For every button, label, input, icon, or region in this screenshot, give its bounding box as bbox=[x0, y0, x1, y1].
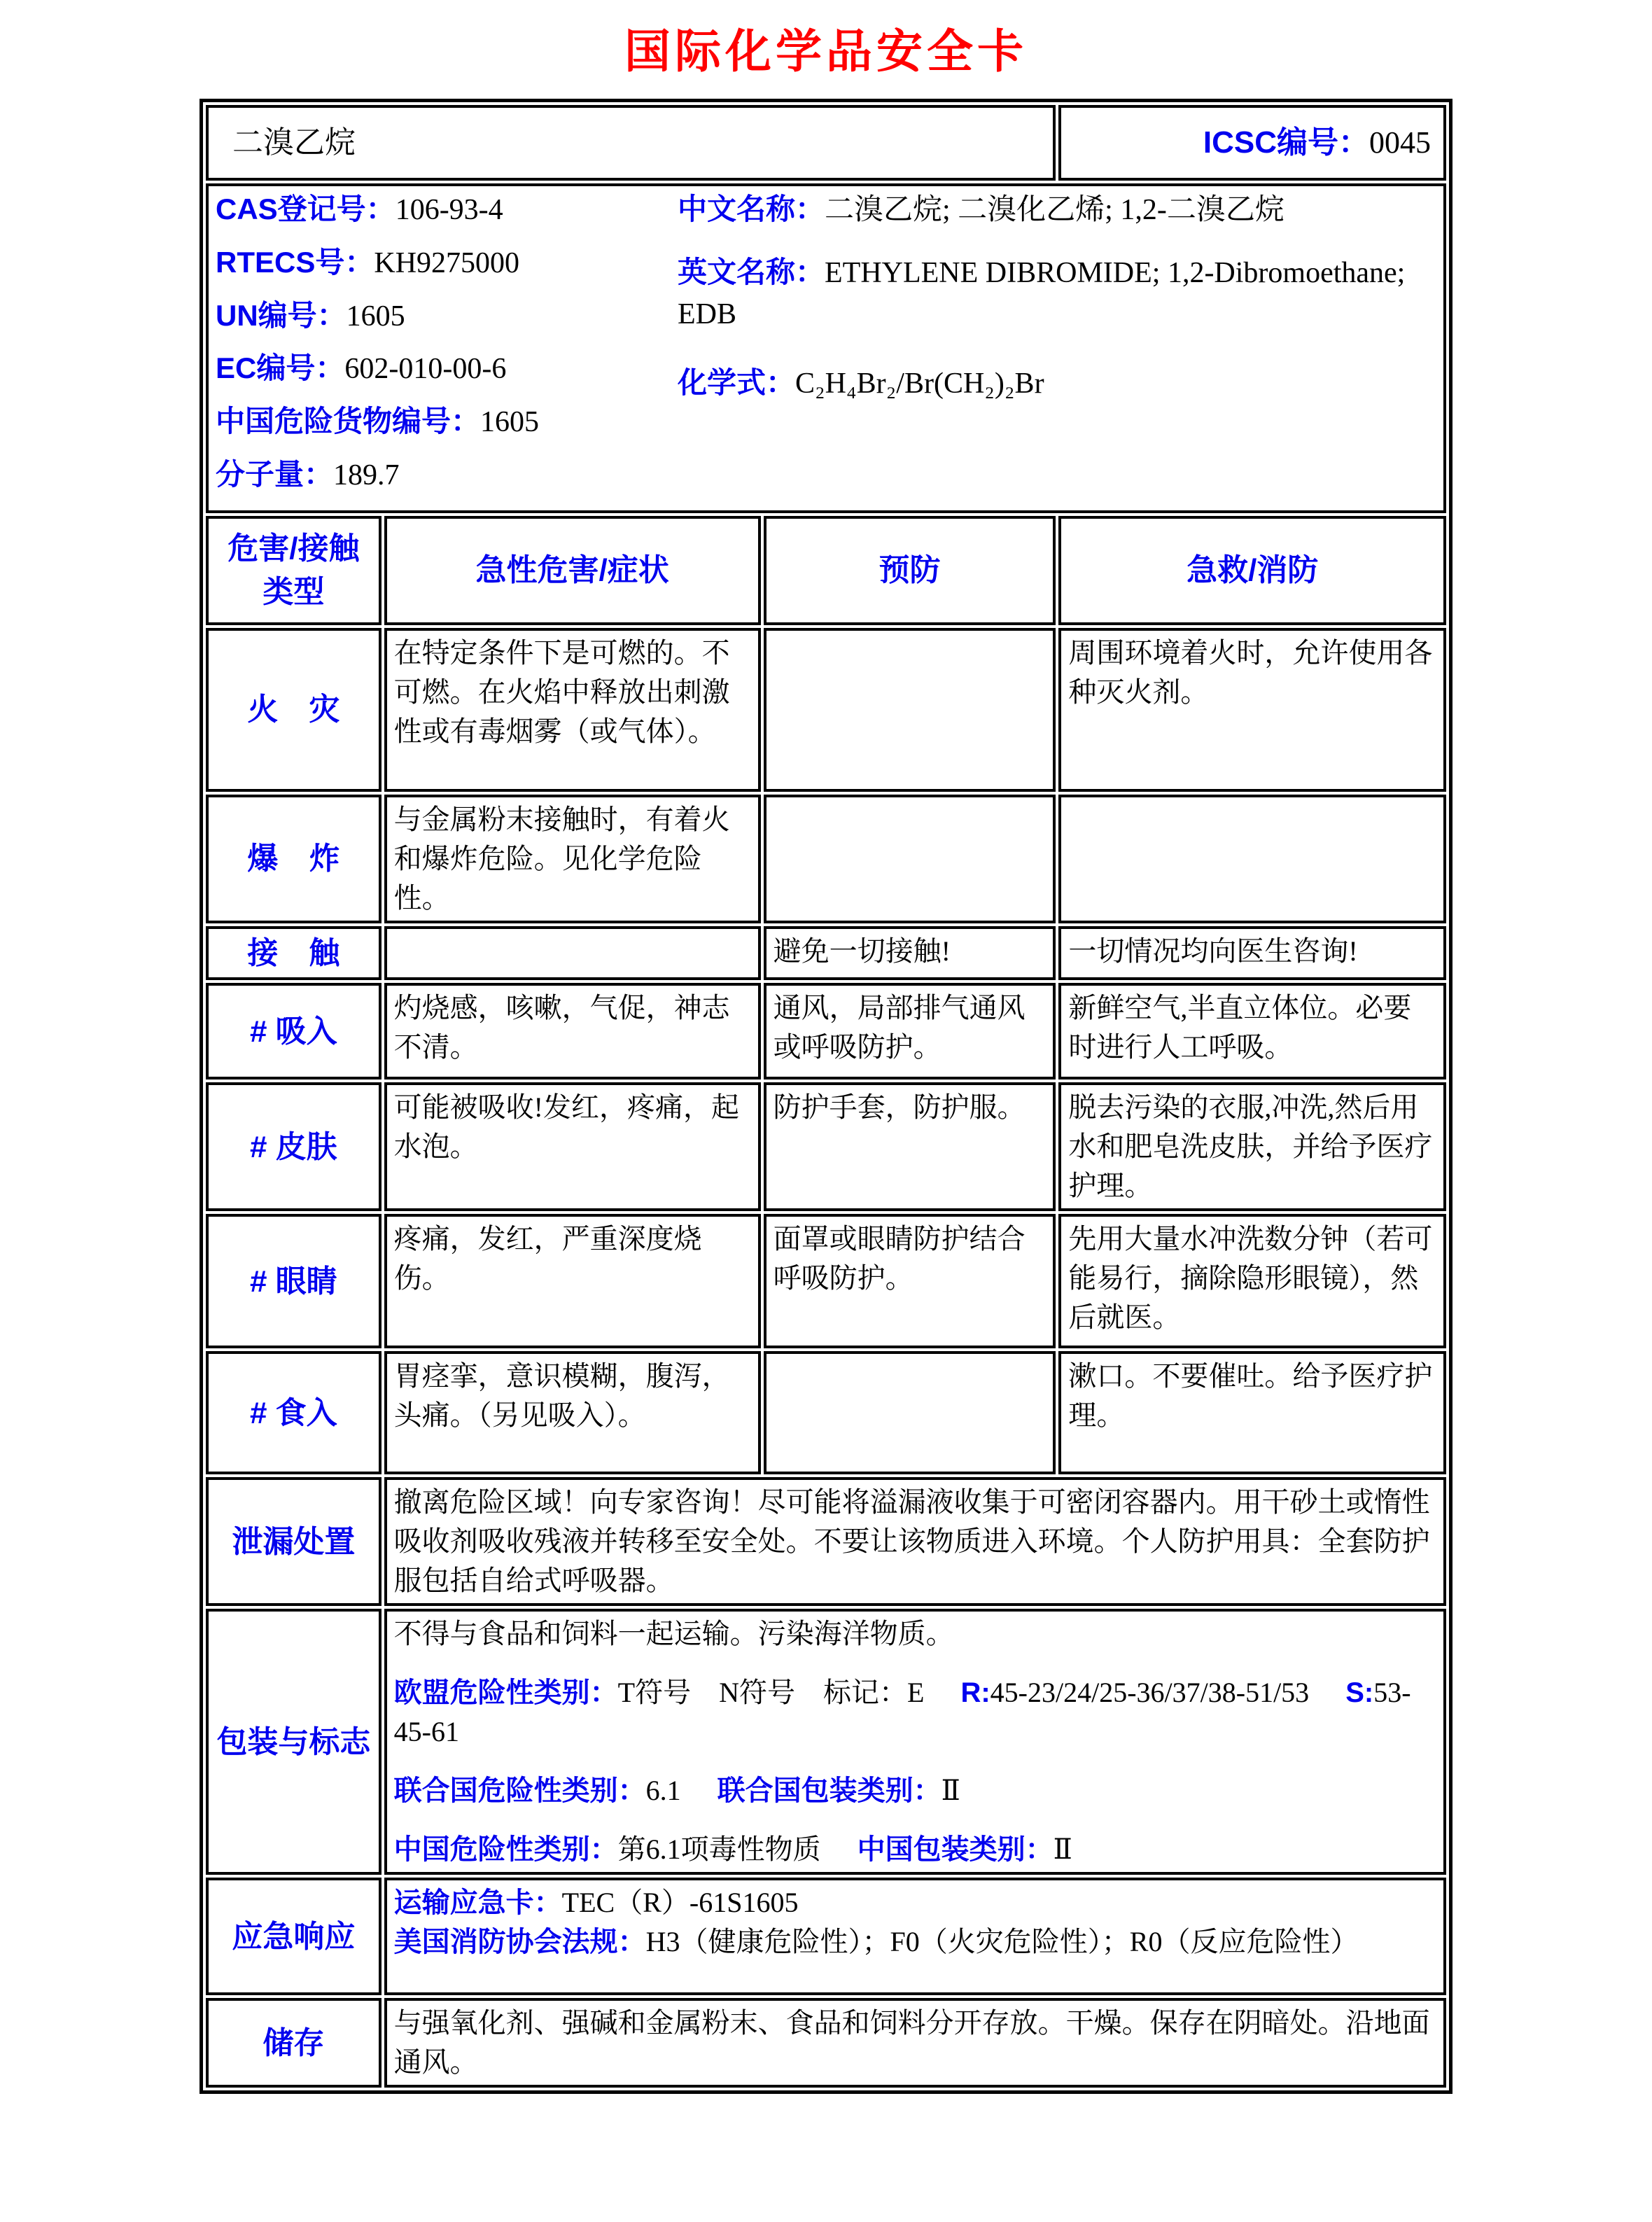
contact-prevention-cell: 避免一切接触! bbox=[764, 926, 1056, 981]
skin-symptoms-cell: 可能被吸收!发红，疼痛，起水泡。 bbox=[384, 1082, 761, 1211]
inhalation-first-aid-cell: 新鲜空气,半直立体位。必要时进行人工呼吸。 bbox=[1058, 983, 1446, 1079]
contact-first-aid-cell: 一切情况均向医生咨询! bbox=[1058, 926, 1446, 981]
storage-row bbox=[206, 1998, 1446, 2088]
spill-disposal-label: 泄漏处置 bbox=[206, 1477, 382, 1606]
spill-disposal-text: 撤离危险区域！向专家咨询！尽可能将溢漏液收集于可密闭容器内。用干砂土或惰性吸收剂吸收残液并转移至安全处。不要让该物质进入环境。个人防护用具：全套防护服包括自给式呼吸器。 bbox=[384, 1477, 1446, 1606]
hazard-row-fire bbox=[206, 628, 1446, 792]
storage-text: 与强氧化剂、强碱和金属粉末、食品和饲料分开存放。干燥。保存在阴暗处。沿地面通风。 bbox=[384, 1998, 1446, 2088]
hazard-type-cell: # 皮肤 bbox=[206, 1082, 382, 1211]
inhalation-symptoms-cell: 灼烧感，咳嗽，气促，神志不清。 bbox=[384, 983, 761, 1079]
hazard-header-row bbox=[206, 516, 1446, 625]
explosion-prevention-cell bbox=[764, 795, 1056, 923]
storage-label: 储存 bbox=[206, 1998, 382, 2088]
id-china-dg: 中国危险货物编号：1605 bbox=[216, 405, 540, 439]
page-title: 国际化学品安全卡 bbox=[624, 25, 1028, 77]
identification-cell bbox=[206, 183, 1446, 513]
explosion-symptoms-cell: 与金属粉末接触时，有着火和爆炸危险。见化学危险性。 bbox=[384, 795, 761, 923]
china-classification-line: 中国危险性类别：第6.1项毒性物质 中国包装类别：Ⅱ bbox=[393, 1833, 1072, 1866]
icsc-number-value: 0045 bbox=[1369, 125, 1431, 160]
hazard-row-ingestion bbox=[206, 1351, 1446, 1474]
spill-disposal-row bbox=[206, 1477, 1446, 1606]
hazard-row-explosion bbox=[206, 795, 1446, 923]
fire-first-aid-cell: 周围环境着火时，允许使用各种灭火剂。 bbox=[1058, 628, 1446, 792]
tec-line: 运输应急卡：TEC（R）-61S1605 bbox=[393, 1887, 799, 1919]
english-name: 英文名称：ETHYLENE DIBROMIDE; 1,2-Dibromoethane; EDB bbox=[678, 255, 1406, 330]
ingestion-prevention-cell bbox=[764, 1351, 1056, 1474]
chemical-formula: 化学式：C₂H₄Br₂/Br(CH₂)₂Br bbox=[678, 366, 1044, 400]
col-header-symptoms: 急性危害/症状 bbox=[384, 516, 761, 625]
transport-note: 不得与食品和饲料一起运输。污染海洋物质。 bbox=[393, 1618, 954, 1650]
name-block bbox=[678, 189, 1436, 508]
skin-first-aid-cell: 脱去污染的衣服,冲洗,然后用水和肥皂洗皮肤，并给予医疗护理。 bbox=[1058, 1082, 1446, 1211]
hazard-type-cell: 爆 炸 bbox=[206, 795, 382, 923]
hazard-row-skin bbox=[206, 1082, 1446, 1211]
hazard-type-cell: # 眼睛 bbox=[206, 1214, 382, 1348]
ingestion-first-aid-cell: 漱口。不要催吐。给予医疗护理。 bbox=[1058, 1351, 1446, 1474]
chinese-name: 中文名称：二溴乙烷; 二溴化乙烯; 1,2-二溴乙烷 bbox=[678, 193, 1284, 226]
hazard-row-contact bbox=[206, 926, 1446, 981]
substance-name-cell bbox=[206, 105, 1056, 181]
eyes-prevention-cell: 面罩或眼睛防护结合呼吸防护。 bbox=[764, 1214, 1056, 1348]
hazard-row-inhalation bbox=[206, 983, 1446, 1079]
packaging-labelling-cell bbox=[384, 1609, 1446, 1875]
id-mol-weight: 分子量：189.7 bbox=[216, 457, 400, 491]
emergency-response-cell bbox=[384, 1878, 1446, 1995]
hazard-row-eyes bbox=[206, 1214, 1446, 1348]
icsc-number-cell bbox=[1058, 105, 1446, 181]
identifier-list bbox=[216, 189, 678, 508]
hazard-type-cell: 接 触 bbox=[206, 926, 382, 981]
id-cas: CAS登记号：106-93-4 bbox=[216, 193, 503, 226]
eyes-symptoms-cell: 疼痛，发红，严重深度烧伤。 bbox=[384, 1214, 761, 1348]
hazard-type-cell: 火 灾 bbox=[206, 628, 382, 792]
icsc-number-label: ICSC编号： bbox=[1203, 125, 1369, 160]
skin-prevention-cell: 防护手套，防护服。 bbox=[764, 1082, 1056, 1211]
eu-classification-line: 欧盟危险性类别：T符号 N符号 标记：E R:45-23/24/25-36/37/38-51/53 S:53-45-61 bbox=[393, 1677, 1411, 1748]
icsc-card-table bbox=[200, 99, 1452, 2094]
ingestion-symptoms-cell: 胃痉挛，意识模糊，腹泻，头痛。（另见吸入）。 bbox=[384, 1351, 761, 1474]
contact-symptoms-cell bbox=[384, 926, 761, 981]
explosion-first-aid-cell bbox=[1058, 795, 1446, 923]
emergency-response-row bbox=[206, 1878, 1446, 1995]
id-ec: EC编号：602-010-00-6 bbox=[216, 351, 507, 386]
id-rtecs: RTECS号：KH9275000 bbox=[216, 245, 520, 279]
card-header-row bbox=[206, 105, 1446, 181]
col-header-prevention: 预防 bbox=[764, 516, 1056, 625]
emergency-response-label: 应急响应 bbox=[206, 1878, 382, 1995]
eyes-first-aid-cell: 先用大量水冲洗数分钟（若可能易行，摘除隐形眼镜），然后就医。 bbox=[1058, 1214, 1446, 1348]
id-un: UN编号：1605 bbox=[216, 298, 405, 333]
packaging-labelling-label: 包装与标志 bbox=[206, 1609, 382, 1875]
hazard-type-cell: # 食入 bbox=[206, 1351, 382, 1474]
col-header-hazard-type: 危害/接触类型 bbox=[206, 516, 382, 625]
packaging-labelling-row bbox=[206, 1609, 1446, 1875]
un-classification-line: 联合国危险性类别：6.1 联合国包装类别：Ⅱ bbox=[393, 1775, 960, 1807]
fire-symptoms-cell: 在特定条件下是可燃的。不可燃。在火焰中释放出刺激性或有毒烟雾（或气体）。 bbox=[384, 628, 761, 792]
col-header-first-aid: 急救/消防 bbox=[1058, 516, 1446, 625]
identification-row bbox=[206, 183, 1446, 513]
substance-name: 二溴乙烷 bbox=[232, 125, 356, 160]
inhalation-prevention-cell: 通风，局部排气通风或呼吸防护。 bbox=[764, 983, 1056, 1079]
fire-prevention-cell bbox=[764, 628, 1056, 792]
hazard-type-cell: # 吸入 bbox=[206, 983, 382, 1079]
nfpa-line: 美国消防协会法规：H3（健康危险性）；F0（火灾危险性）；R0（反应危险性） bbox=[393, 1926, 1359, 1958]
